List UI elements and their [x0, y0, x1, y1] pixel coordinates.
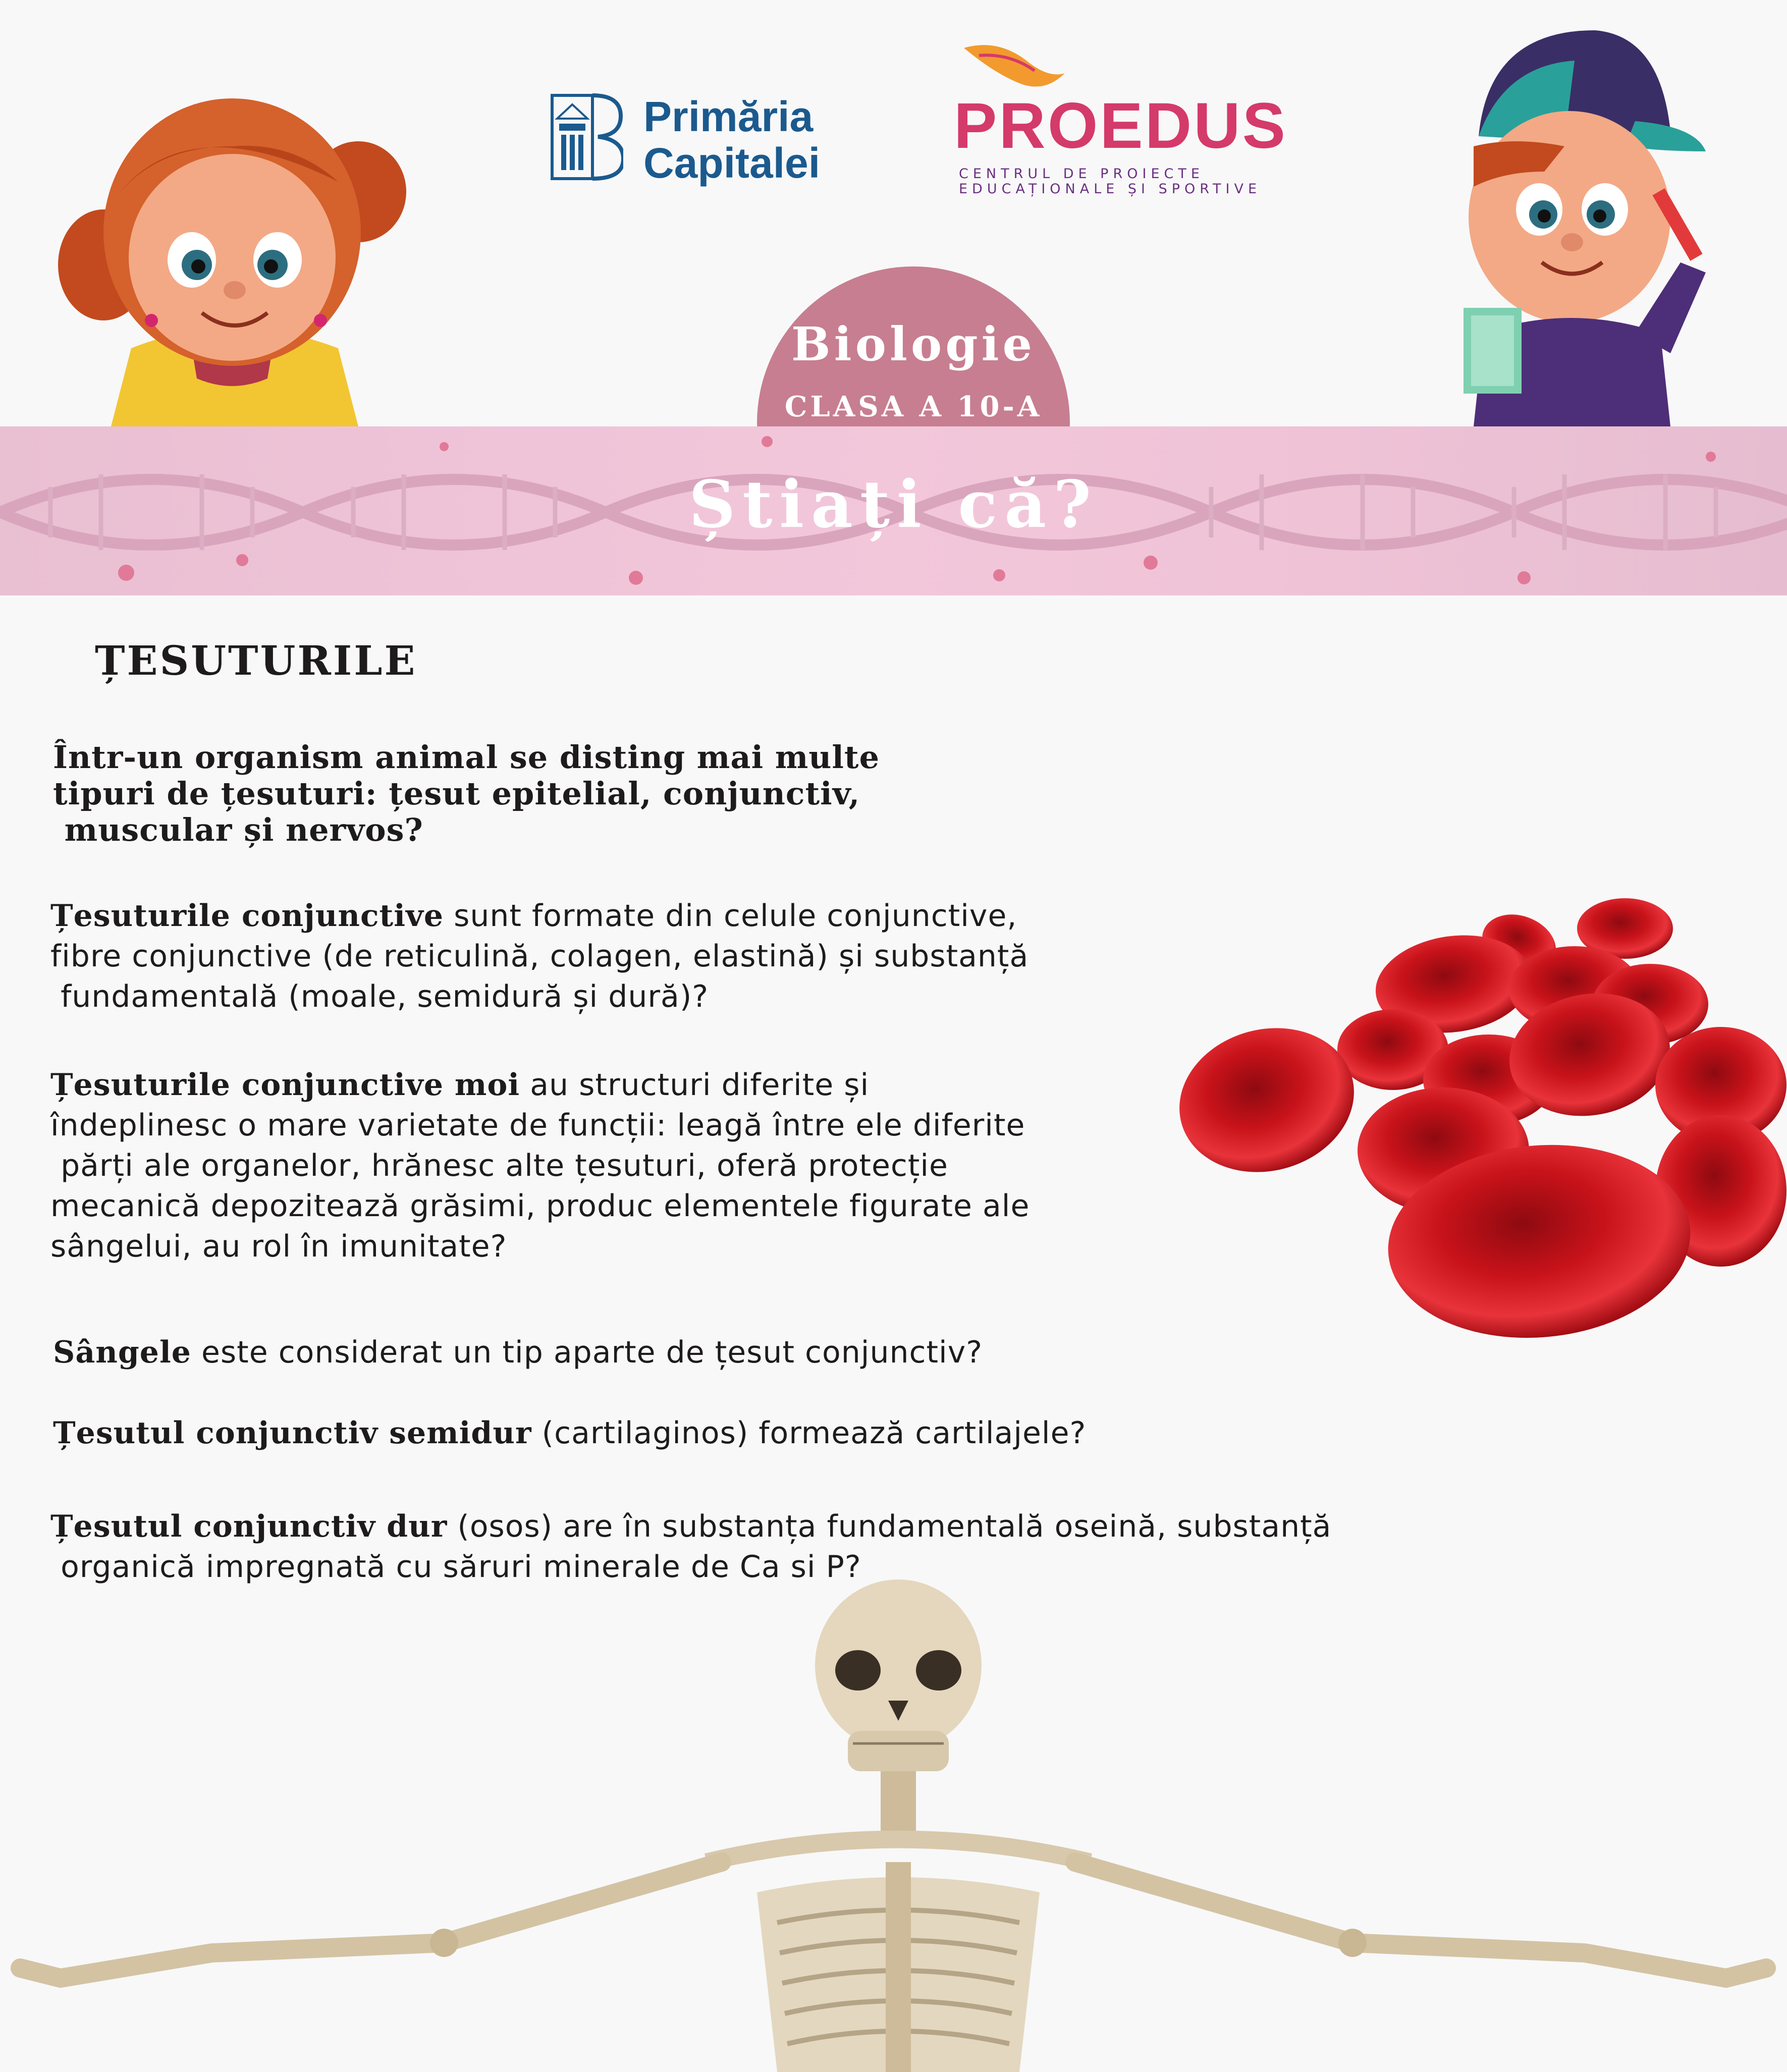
p5-line-1 — [50, 1506, 1331, 1547]
class-label: CLASA A 10-A — [784, 390, 1043, 423]
p5-bold: Țesutul conjunctiv dur — [50, 1509, 448, 1544]
paragraph-soft-connective-tissues — [50, 1065, 1030, 1267]
p2-bold: Țesuturile conjunctive moi — [50, 1067, 520, 1103]
proedus-subtitle-line2: EDUCAȚIONALE ȘI SPORTIVE — [959, 181, 1262, 197]
p2-line-5: sângelui, au rol în imunitate? — [50, 1229, 507, 1264]
paragraph-bone — [50, 1506, 1331, 1587]
proedus-wordmark: PROEDUS — [954, 90, 1287, 162]
skeleton-illustration — [0, 1579, 1787, 2072]
proedus-subtitle — [959, 167, 1261, 197]
p2-line-1-rest: au structuri diferite și — [520, 1067, 870, 1103]
primaria-capitalei-logo — [550, 93, 853, 187]
p1-line-1-rest: sunt formate din celule conjunctive, — [444, 898, 1017, 934]
banner-title: Știați că? — [688, 467, 1099, 542]
p3-rest: este considerat un tip aparte de țesut conjunctiv? — [191, 1335, 983, 1370]
primaria-wordmark — [643, 93, 820, 186]
primaria-line1: Primăria — [643, 93, 814, 140]
intro-line-3: muscular și nervos? — [53, 811, 423, 848]
intro-question — [53, 739, 880, 848]
proedus-subtitle-line1: CENTRUL DE PROIECTE — [959, 166, 1204, 182]
girl-character-illustration — [56, 66, 409, 426]
p2-line-3: părți ale organelor, hrănesc alte țesuturi, oferă protecție — [50, 1148, 948, 1183]
proedus-logo — [949, 43, 1287, 197]
did-you-know-banner — [0, 426, 1787, 595]
p4-bold: Țesutul conjunctiv semidur — [53, 1415, 532, 1451]
p1-bold: Țesuturile conjunctive — [50, 898, 444, 934]
p4-line-1 — [53, 1413, 1086, 1453]
subject-title: Biologie — [791, 317, 1036, 371]
p2-line-1 — [50, 1065, 1030, 1105]
paragraph-cartilage — [53, 1413, 1086, 1453]
p1-line-3: fundamentală (moale, semidură și dură)? — [50, 979, 709, 1014]
p5-line-1-rest: (osos) are în substanța fundamentală oseină, substanță — [447, 1509, 1332, 1544]
p3-line-1 — [53, 1332, 983, 1373]
intro-line-2: tipuri de țesuturi: țesut epitelial, conjunctiv, — [53, 775, 860, 812]
boy-character-illustration — [1443, 20, 1716, 426]
p1-line-1 — [50, 896, 1028, 936]
paragraph-blood — [53, 1332, 983, 1373]
intro-line-1: Într-un organism animal se disting mai multe — [53, 739, 880, 776]
p5-line-2: organică impregnată cu săruri minerale de Ca si P? — [50, 1549, 861, 1585]
primaria-line2: Capitalei — [643, 139, 821, 187]
section-title: ȚESUTURILE — [95, 637, 417, 684]
red-blood-cells-illustration — [1141, 888, 1786, 1357]
p2-line-4: mecanică depozitează grăsimi, produc elementele figurate ale — [50, 1188, 1030, 1224]
p4-rest: (cartilaginos) formează cartilajele? — [531, 1415, 1087, 1451]
p2-line-2: îndeplinesc o mare varietate de funcții: leagă între ele diferite — [50, 1108, 1025, 1143]
paragraph-connective-tissues — [50, 896, 1028, 1017]
p1-line-2: fibre conjunctive (de reticulină, colagen, elastină) și substanță — [50, 939, 1029, 974]
p3-bold: Sângele — [53, 1335, 191, 1370]
primaria-building-icon — [550, 93, 623, 182]
